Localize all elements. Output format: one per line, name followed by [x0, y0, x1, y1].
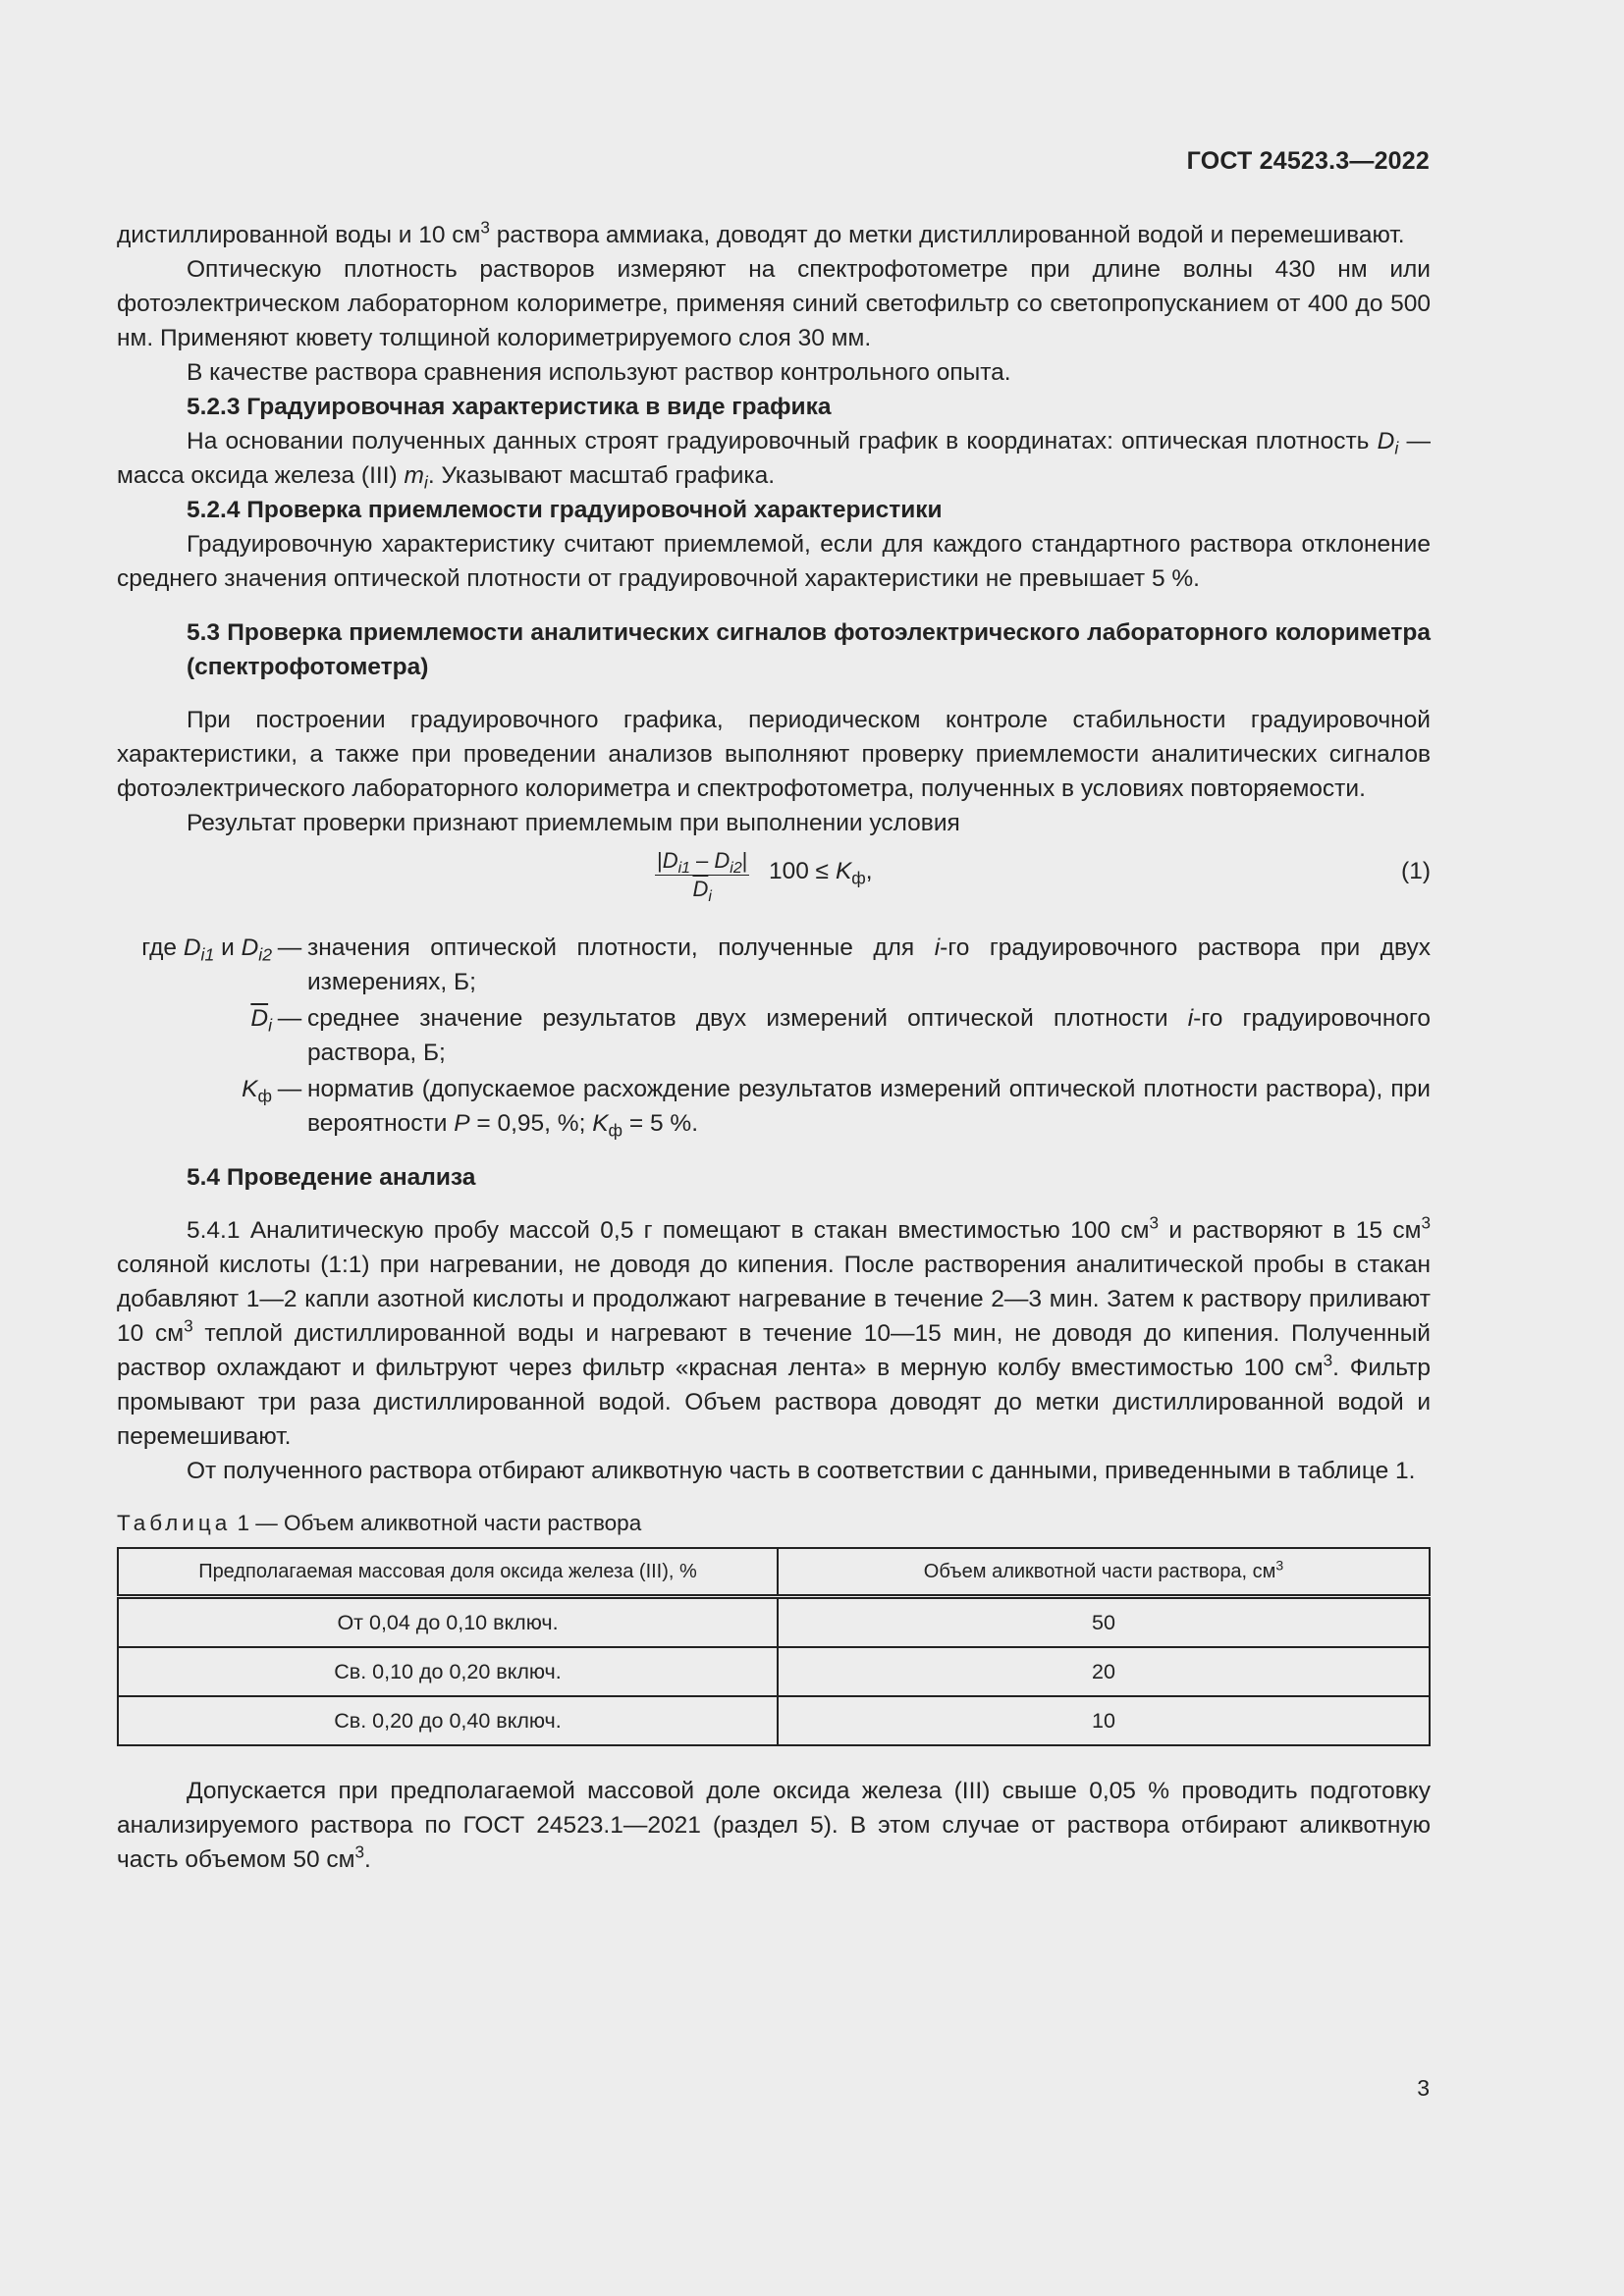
table-header-volume: Объем аликвотной части раствора, $см^3$ — [778, 1548, 1430, 1597]
document-id-header: ГОСТ 24523.3—2022 — [1186, 147, 1430, 175]
formula-definitions — [117, 931, 1431, 1141]
table-row — [118, 1696, 1430, 1745]
aliquot-volume-table — [117, 1547, 1431, 1746]
table-cell-volume: 50 — [778, 1597, 1430, 1648]
table-header-fraction: Предполагаемая массовая доля оксида железа (III), % — [118, 1548, 778, 1597]
definition-d-i1-d-i2: где $D_{i1}$ и $D_{i2}$ — значения оптической плотности, полученные для i-го градуировочного раствора при двух измерениях, Б; — [141, 934, 1431, 995]
table-cell-volume: 10 — [778, 1696, 1430, 1745]
formula-rest: $100 \le K_ф$, — [769, 858, 873, 888]
heading-5-3: 5.3 Проверка приемлемости аналитических сигналов фотоэлектрического лабораторного колориметра (спектрофотометра) — [187, 619, 1431, 680]
heading-5-2-4: 5.2.4 Проверка приемлемости градуировочной характеристики — [187, 497, 943, 523]
table-row — [118, 1597, 1430, 1648]
table-cell-range: Св. 0,10 до 0,20 включ. — [118, 1647, 778, 1696]
formula-fraction — [655, 848, 749, 905]
table-row — [118, 1647, 1430, 1696]
paragraph-5-3-2: Результат проверки признают приемлемым при выполнении условия — [187, 810, 960, 836]
formula-number: (1) — [1401, 858, 1431, 884]
heading-5-4: 5.4 Проведение анализа — [187, 1164, 476, 1191]
paragraph-5-4-2: От полученного раствора отбирают аликвотную часть в соответствии с данными, приведенными в таблице 1. — [187, 1458, 1416, 1484]
paragraph-optical-density: Оптическую плотность растворов измеряют на спектрофотометре при длине волны 430 нм или фотоэлектрическом лабораторном колориметре, применяя синий светофильтр со светопропусканием от 400 до 500 нм. Применяют кювету толщиной колориметрируемого слоя 30 мм. — [117, 256, 1431, 351]
table-header-row — [118, 1548, 1430, 1597]
definition-d-mean: $\overline{D}_i$ — среднее значение результатов двух измерений оптической плотности i-го градуировочного раствора, Б; — [250, 1005, 1431, 1066]
page-number: 3 — [1417, 2075, 1430, 2101]
definition-k-f: $K_ф$ — норматив (допускаемое расхождение результатов измерений оптической плотности раствора), при вероятности P = 0,95, %; $K_ф = 5$ %. — [242, 1076, 1431, 1141]
table-cell-range: От 0,04 до 0,10 включ. — [118, 1597, 778, 1648]
formula-numerator: $|D_{i1} - D_{i2}|$ — [657, 848, 748, 877]
paragraph-reference-solution: В качестве раствора сравнения используют раствор контрольного опыта. — [187, 359, 1011, 386]
table-cell-range: Св. 0,20 до 0,40 включ. — [118, 1696, 778, 1745]
paragraph-after-table: Допускается при предполагаемой массовой доле оксида железа (III) свыше 0,05 % проводить подготовку анализируемого раствора по ГОСТ 24523.1—2021 (раздел 5). В этом случае от раствора отбирают аликвотную часть объемом 50 $см^3$. — [117, 1778, 1431, 1873]
heading-5-2-3: 5.2.3 Градуировочная характеристика в виде графика — [187, 394, 832, 420]
paragraph-5-4-1: 5.4.1 Аналитическую пробу массой 0,5 г помещают в стакан вместимостью 100 $см^3$ и растворяют в 15 $см^3$ соляной кислоты (1:1) при нагревании, не доводя до кипения. После растворения аналитической пробы в стакан добавляют 1—2 капли азотной кислоты и продолжают нагревание в течение 2—3 мин. Затем к раствору приливают 10 $см^3$ теплой дистиллированной воды и нагревают в течение 10—15 мин, не доводя до кипения. Полученный раствор охлаждают и фильтруют через фильтр «красная лента» в мерную колбу вместимостью 100 $см^3$. Фильтр промывают три раза дистиллированной водой. Объем раствора доводят до метки дистиллированной водой и перемешивают. — [117, 1212, 1432, 1450]
formula-denominator: $\overline{D}_i$ — [692, 877, 712, 905]
table-caption: Таблица 1 — Объем аликвотной части раствора — [117, 1511, 642, 1535]
formula-1 — [117, 844, 1431, 911]
page-content — [117, 218, 1431, 1877]
paragraph-5-2-3: На основании полученных данных строят градуировочный график в координатах: оптическая плотность $D_i$ — масса оксида железа (III) $m_i$. Указывают масштаб графика. — [117, 428, 1431, 493]
paragraph-5-3-1: При построении градуировочного графика, периодическом контроле стабильности градуировочной характеристики, а также при проведении анализов выполняют проверку приемлемости аналитических сигналов фотоэлектрического лабораторного колориметра и спектрофотометра, полученных в условиях повторяемости. — [117, 707, 1431, 802]
table-cell-volume: 20 — [778, 1647, 1430, 1696]
paragraph-5-2-4: Градуировочную характеристику считают приемлемой, если для каждого стандартного раствора отклонение среднего значения оптической плотности от градуировочной характеристики не превышает 5 %. — [117, 531, 1431, 592]
paragraph-continued: дистиллированной воды и 10 $см^3$ раствора аммиака, доводят до метки дистиллированной водой и перемешивают. — [117, 217, 1405, 248]
